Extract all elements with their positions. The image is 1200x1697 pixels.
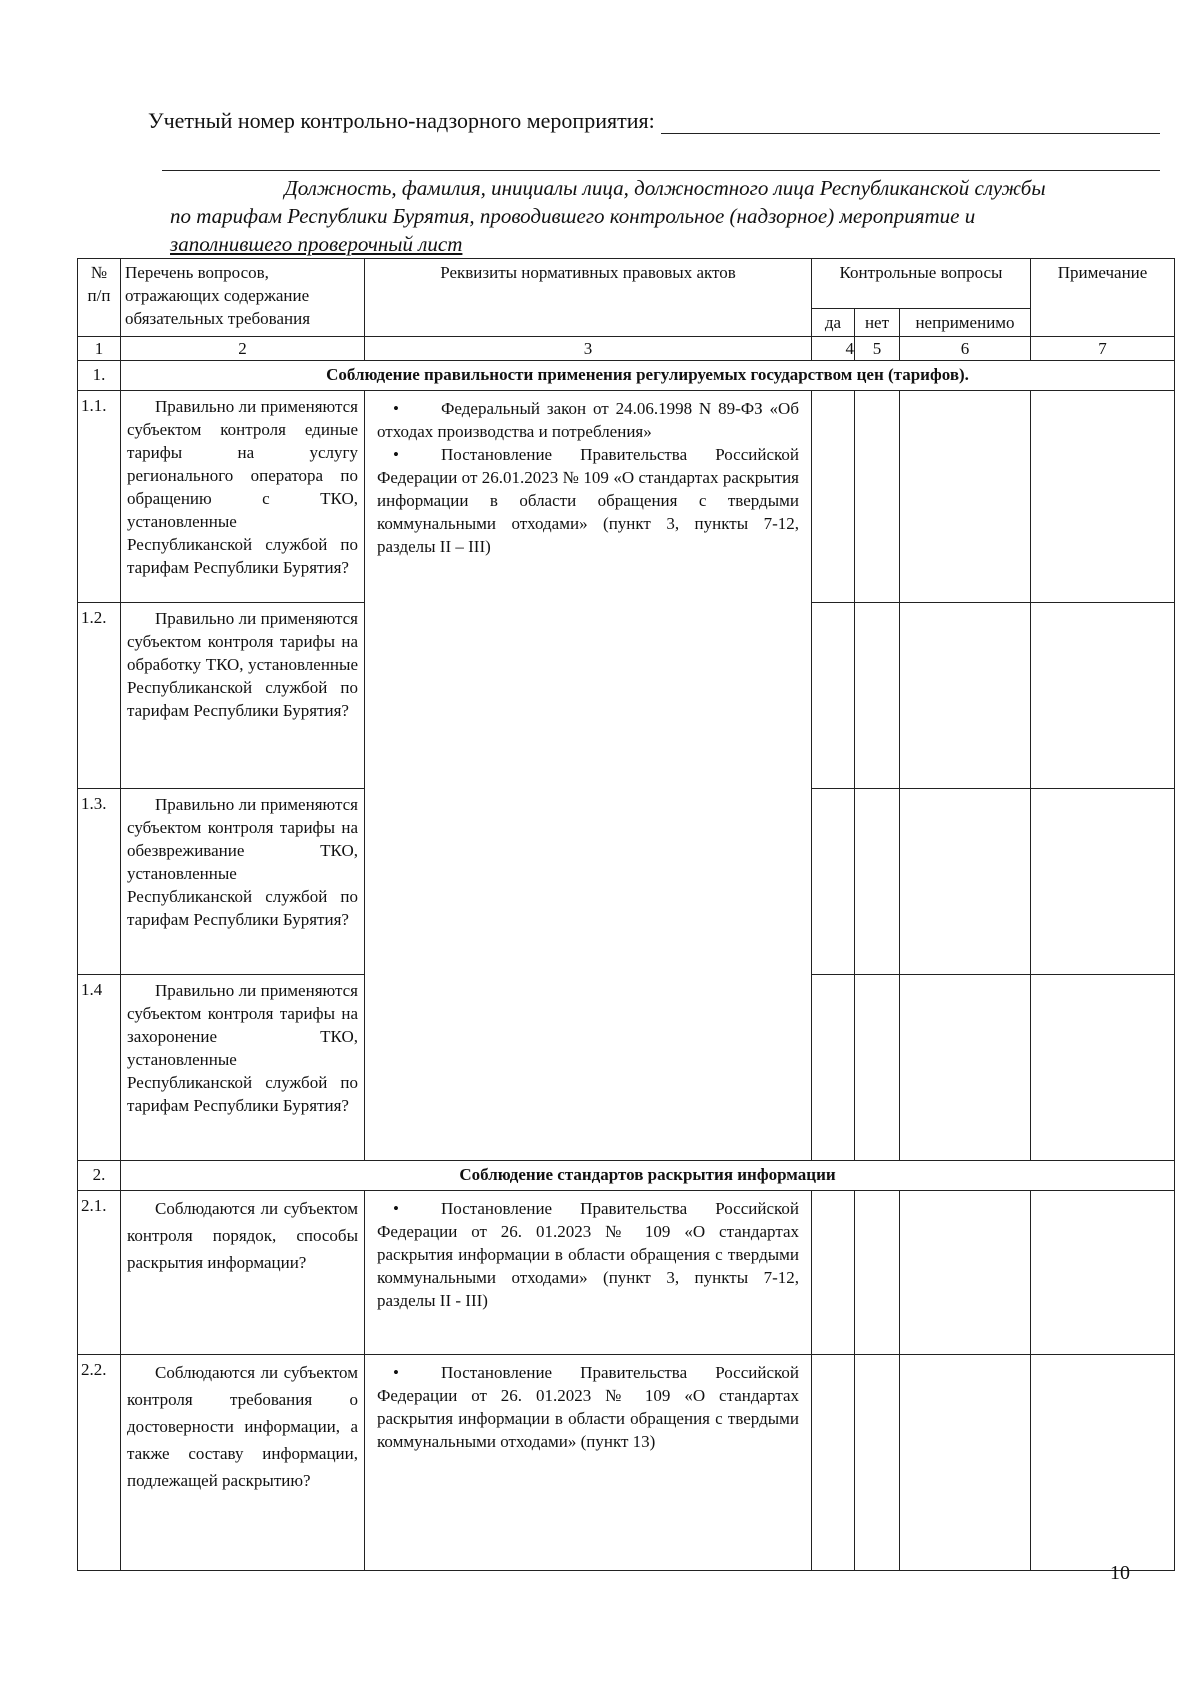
- col-number: 7: [1031, 337, 1175, 361]
- note-cell[interactable]: [1031, 1355, 1175, 1571]
- official-caption: [170, 174, 1160, 258]
- question-text: Правильно ли применяются субъектом контроля единые тарифы на услугу регионального оператора по обращению с ТКО, установленные Республиканской службой по тарифам Республики Бурятия?: [127, 397, 358, 577]
- section-title: Соблюдение стандартов раскрытия информации: [121, 1161, 1175, 1191]
- bullet-icon: •: [393, 1199, 399, 1218]
- column-number-row: [78, 337, 1175, 361]
- row-number: 2.2.: [78, 1355, 121, 1571]
- answer-no-cell[interactable]: [855, 975, 900, 1161]
- answer-yes-cell[interactable]: [812, 789, 855, 975]
- official-caption-line2: по тарифам Республики Бурятия, проводившего контрольное (надзорное) мероприятие и: [170, 204, 976, 228]
- answer-yes-cell[interactable]: [812, 391, 855, 603]
- page-number: 10: [1110, 1562, 1130, 1584]
- col-number: 1: [78, 337, 121, 361]
- col-number: 2: [121, 337, 365, 361]
- question-cell: [121, 391, 365, 603]
- header-control: Контрольные вопросы: [812, 259, 1031, 309]
- question-cell: [121, 975, 365, 1161]
- answer-yes-cell[interactable]: [812, 1355, 855, 1571]
- official-signature-line[interactable]: [162, 170, 1160, 171]
- col-number: 4: [812, 337, 855, 361]
- answer-no-cell[interactable]: [855, 603, 900, 789]
- question-text: Правильно ли применяются субъектом контроля тарифы на захоронение ТКО, установленные Республиканской службой по тарифам Республики Бурятия?: [127, 981, 358, 1115]
- header-row: [78, 259, 1175, 309]
- answer-yes-cell[interactable]: [812, 603, 855, 789]
- account-number-blank[interactable]: [661, 111, 1160, 134]
- acts-cell: [365, 1355, 812, 1571]
- note-cell[interactable]: [1031, 603, 1175, 789]
- header-num: № п/п: [78, 259, 121, 337]
- answer-na-cell[interactable]: [900, 603, 1031, 789]
- bullet-icon: •: [393, 445, 399, 464]
- question-text: Соблюдаются ли субъектом контроля порядок, способы раскрытия информации?: [127, 1199, 358, 1272]
- answer-no-cell[interactable]: [855, 789, 900, 975]
- note-cell[interactable]: [1031, 1191, 1175, 1355]
- table-row: [78, 391, 1175, 603]
- account-number-label: Учетный номер контрольно-надзорного мероприятия:: [148, 108, 655, 133]
- header-note: Примечание: [1031, 259, 1175, 337]
- header-acts: Реквизиты нормативных правовых актов: [365, 259, 812, 337]
- question-cell: [121, 1191, 365, 1355]
- question-text: Соблюдаются ли субъектом контроля требования о достоверности информации, а также составу информации, подлежащей раскрытию?: [127, 1363, 358, 1490]
- answer-yes-cell[interactable]: [812, 1191, 855, 1355]
- row-number: 1.1.: [78, 391, 121, 603]
- header-questions: Перечень вопросов, отражающих содержание обязательных требования: [121, 259, 365, 337]
- official-caption-line3: заполнившего проверочный лист: [170, 232, 463, 256]
- note-cell[interactable]: [1031, 789, 1175, 975]
- row-number: 1.3.: [78, 789, 121, 975]
- answer-no-cell[interactable]: [855, 1191, 900, 1355]
- row-number: 1.4: [78, 975, 121, 1161]
- acts-cell: [365, 391, 812, 1161]
- act-text: Постановление Правительства Российской Федерации от 26.01.2023 № 109 «О стандартах раскрытия информации в области обращения с твердыми коммунальными отходами» (пункт 3, пункты 7-12, разделы II – III): [377, 445, 799, 556]
- checklist-table: [77, 258, 1175, 1571]
- act-text: Федеральный закон от 24.06.1998 N 89-ФЗ «Об отходах производства и потребления»: [377, 399, 799, 441]
- answer-na-cell[interactable]: [900, 391, 1031, 603]
- header-no: нет: [855, 309, 900, 337]
- answer-na-cell[interactable]: [900, 1191, 1031, 1355]
- question-text: Правильно ли применяются субъектом контроля тарифы на обработку ТКО, установленные Республиканской службой по тарифам Республики Бурятия?: [127, 609, 358, 720]
- section-title: Соблюдение правильности применения регулируемых государством цен (тарифов).: [121, 361, 1175, 391]
- col-number: 6: [900, 337, 1031, 361]
- answer-na-cell[interactable]: [900, 789, 1031, 975]
- bullet-icon: •: [393, 399, 399, 418]
- note-cell[interactable]: [1031, 391, 1175, 603]
- question-cell: [121, 1355, 365, 1571]
- answer-na-cell[interactable]: [900, 975, 1031, 1161]
- answer-no-cell[interactable]: [855, 1355, 900, 1571]
- section-number: 2.: [78, 1161, 121, 1191]
- account-number-line: [148, 108, 1160, 134]
- section-row: [78, 361, 1175, 391]
- row-number: 1.2.: [78, 603, 121, 789]
- bullet-icon: •: [393, 1363, 399, 1382]
- question-cell: [121, 789, 365, 975]
- section-row: [78, 1161, 1175, 1191]
- act-text: Постановление Правительства Российской Федерации от 26. 01.2023 № 109 «О стандартах раскрытия информации в области обращения с твердыми коммунальными отходами» (пункт 13): [377, 1363, 799, 1451]
- col-number: 3: [365, 337, 812, 361]
- table-row: [78, 1191, 1175, 1355]
- note-cell[interactable]: [1031, 975, 1175, 1161]
- answer-no-cell[interactable]: [855, 391, 900, 603]
- answer-na-cell[interactable]: [900, 1355, 1031, 1571]
- header-na: неприменимо: [900, 309, 1031, 337]
- question-cell: [121, 603, 365, 789]
- question-text: Правильно ли применяются субъектом контроля тарифы на обезвреживание ТКО, установленные Республиканской службой по тарифам Республики Бурятия?: [127, 795, 358, 929]
- header-yes: да: [812, 309, 855, 337]
- section-number: 1.: [78, 361, 121, 391]
- row-number: 2.1.: [78, 1191, 121, 1355]
- official-caption-line1: Должность, фамилия, инициалы лица, должностного лица Республиканской службы: [284, 176, 1046, 200]
- col-number: 5: [855, 337, 900, 361]
- acts-cell: [365, 1191, 812, 1355]
- act-text: Постановление Правительства Российской Федерации от 26. 01.2023 № 109 «О стандартах раскрытия информации в области обращения с твердыми коммунальными отходами» (пункт 3, пункты 7-12, разделы II - III): [377, 1199, 799, 1310]
- answer-yes-cell[interactable]: [812, 975, 855, 1161]
- table-row: [78, 1355, 1175, 1571]
